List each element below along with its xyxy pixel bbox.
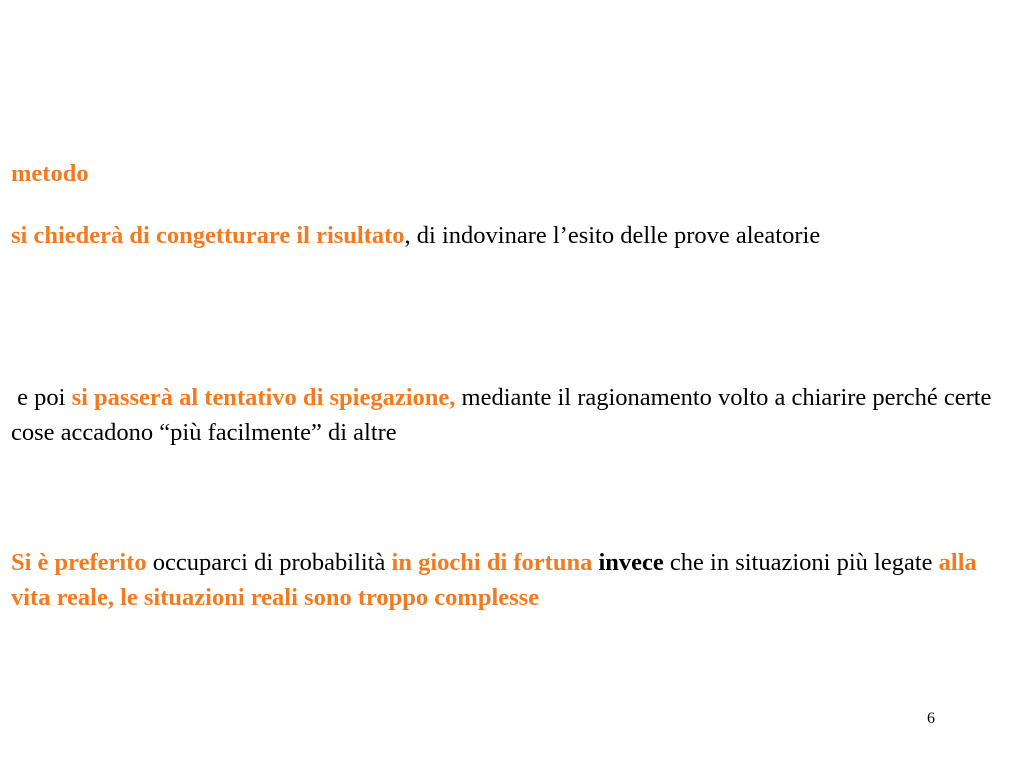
paragraph-congetturare [11, 218, 1016, 253]
paragraph-preferito-bold-word: invece [598, 549, 664, 576]
paragraph-preferito [11, 545, 1016, 615]
paragraph-preferito-text-1: occuparci di probabilità [146, 549, 392, 576]
paragraph-preferito-highlight-2: in giochi di fortuna [391, 549, 593, 576]
paragraph-spiegazione [11, 380, 1016, 450]
paragraph-spiegazione-text: mediante il ragionamento volto a chiarire perché certe cose accadono “più facilmente” di altre [11, 384, 992, 446]
heading-metodo [11, 156, 1016, 191]
paragraph-congetturare-text: , di indovinare l’esito delle prove aleatorie [404, 222, 821, 249]
paragraph-spiegazione-highlight: si passerà al tentativo di spiegazione, [71, 384, 456, 411]
paragraph-preferito-highlight-3: alla vita reale, le situazioni reali sono troppo complesse [11, 549, 977, 611]
paragraph-spiegazione-lead: e poi [11, 384, 72, 411]
paragraph-congetturare-highlight: si chiederà di congetturare il risultato [11, 222, 405, 249]
paragraph-preferito-text-3: che in situazioni più legate [663, 549, 939, 576]
page-number: 6 [927, 710, 935, 727]
paragraph-preferito-highlight-1: Si è preferito [11, 549, 147, 576]
heading-text: metodo [11, 160, 89, 187]
